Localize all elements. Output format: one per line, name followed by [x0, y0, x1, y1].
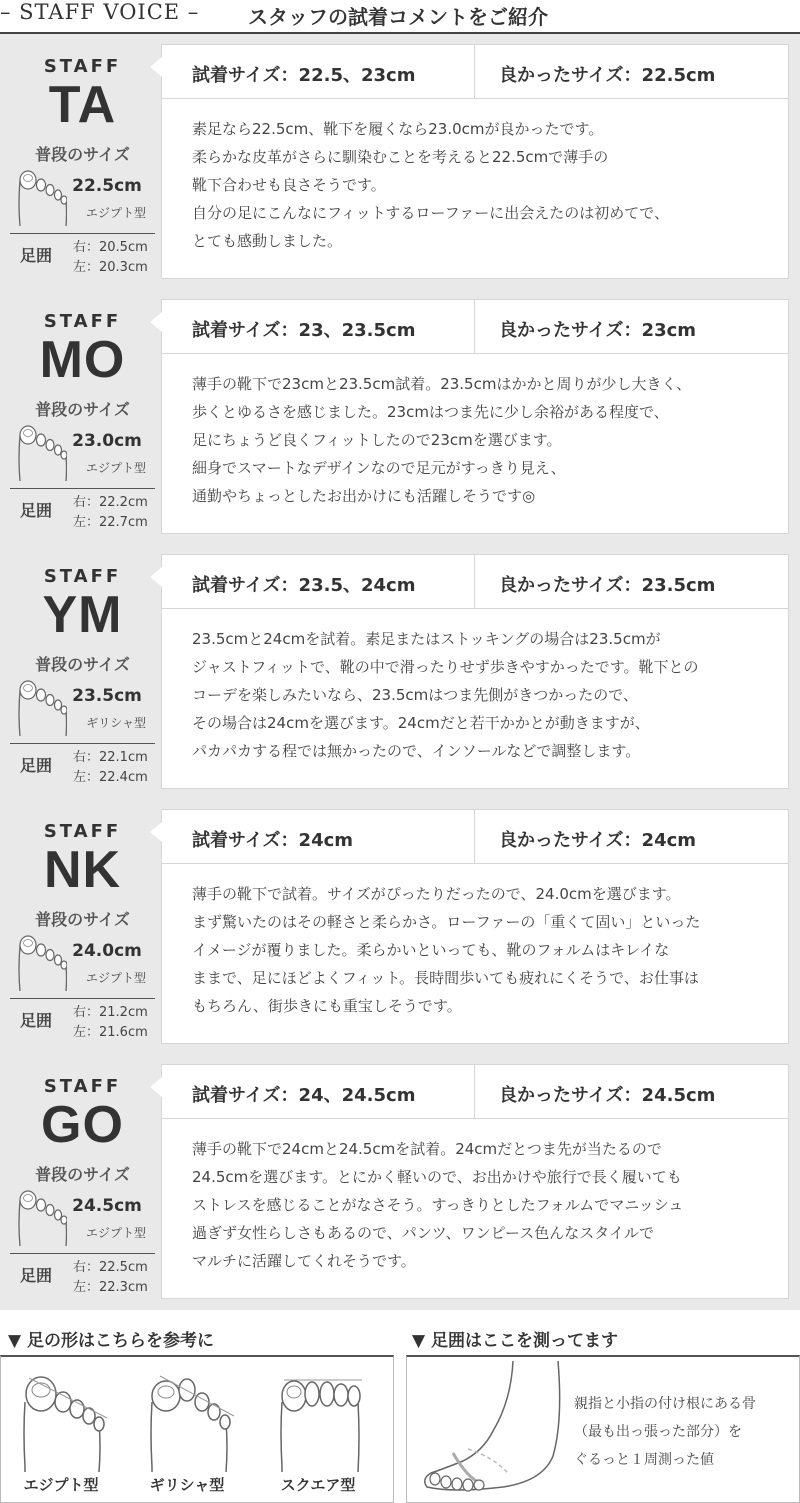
comment-card — [161, 44, 789, 279]
foot-type: エジプト型 — [85, 461, 146, 475]
foot-shape-guide-title: ▼ 足の形はこちらを参考に — [8, 1331, 214, 1351]
comment-line: 薄手の靴下で24cmと24.5cmを試着。24cmだとつま先が当たるので — [192, 1140, 662, 1158]
foot-shape-icon — [17, 170, 67, 228]
usual-size-value: 23.5cm — [72, 686, 142, 706]
header-divider — [474, 300, 475, 354]
girth-left: 左：22.3cm — [73, 1280, 148, 1295]
comment-line: ストレスを感じることがなさそう。すっきりとしたフォルムでマニッシュ — [192, 1196, 684, 1214]
girth-label: 足囲 — [20, 1266, 53, 1285]
comment-card — [161, 809, 789, 1044]
usual-size-label: 普段のサイズ — [35, 1165, 130, 1184]
staff-comment — [192, 880, 777, 1020]
comment-line: パカパカする程では無かったので、インソールなどで調整します。 — [192, 742, 641, 760]
comment-line: ままで、足にほどよくフィット。長時間歩いても疲れにくそうで、お仕事は — [192, 969, 699, 987]
girth-guide-title: ▼ 足囲はここを測ってます — [412, 1331, 618, 1351]
girth-label: 足囲 — [20, 1011, 53, 1030]
divider — [10, 998, 155, 999]
foot-shape-icon — [17, 935, 67, 993]
staff-comment — [192, 370, 777, 510]
comment-line: 細身でスマートなデザインなので足元がすっきり見え、 — [192, 459, 566, 477]
divider — [10, 488, 155, 489]
foot-type: エジプト型 — [85, 206, 146, 220]
comment-line: 自分の足にこんなにフィットするローファーに出会えたのは初めてで、 — [192, 204, 670, 222]
comment-line: もちろん、街歩きにも重宝しそうです。 — [192, 997, 462, 1015]
girth-right: 右：21.2cm — [73, 1005, 148, 1020]
divider — [10, 233, 155, 234]
girth-guide-text — [574, 1390, 794, 1474]
header-title-jp: スタッフの試着コメントをご紹介 — [248, 5, 548, 29]
staff-comment — [192, 625, 777, 765]
girth-left: 左：22.7cm — [73, 515, 148, 530]
staff-label: STAFF — [43, 311, 122, 332]
girth-right: 右：22.5cm — [73, 1260, 148, 1275]
comment-line: 24.5cmを選びます。とにかく軽いので、お出かけや旅行で長く履いても — [192, 1168, 682, 1186]
foot-type: ギリシャ型 — [86, 716, 146, 730]
staff-initials: YM — [42, 586, 123, 644]
usual-size-label: 普段のサイズ — [35, 655, 130, 674]
size-header — [162, 1065, 788, 1119]
staff-block — [0, 34, 800, 274]
speech-notch — [150, 567, 162, 587]
speech-notch — [150, 312, 162, 332]
best-size: 良かったサイズ：23.5cm — [499, 575, 716, 596]
staff-initials: NK — [43, 841, 122, 899]
staff-label: STAFF — [43, 566, 122, 587]
usual-size-label: 普段のサイズ — [35, 400, 130, 419]
girth-right: 右：22.1cm — [73, 750, 148, 765]
staff-initials: MO — [39, 331, 126, 389]
shape-label-egypt: エジプト型 — [23, 1476, 99, 1494]
size-header — [162, 555, 788, 609]
staff-label: STAFF — [43, 821, 122, 842]
comment-line: 素足なら22.5cm、靴下を履くなら23.0cmが良かったです。 — [192, 120, 604, 138]
speech-notch — [150, 1077, 162, 1097]
shape-label-square: スクエア型 — [280, 1476, 356, 1494]
staff-voice-panel — [0, 34, 800, 1310]
usual-size-value: 22.5cm — [72, 176, 142, 196]
comment-line: ジャストフィットで、靴の中で滑ったりせず歩きやすかったです。靴下との — [192, 658, 699, 676]
girth-guide-line: 親指と小指の付け根にある骨 — [574, 1396, 756, 1412]
section-header — [0, 0, 800, 34]
size-header — [162, 810, 788, 864]
best-size: 良かったサイズ：24.5cm — [499, 1085, 716, 1106]
comment-card — [161, 1064, 789, 1299]
speech-notch — [150, 822, 162, 842]
usual-size-label: 普段のサイズ — [35, 145, 130, 164]
girth-guide-line: （最も出っ張った部分）を — [574, 1424, 742, 1440]
comment-line: マルチに活躍してくれそうです。 — [192, 1252, 416, 1270]
comment-line: まず驚いたのはその軽さと柔らかさ。ローファーの「重くて固い」といった — [192, 913, 701, 931]
comment-line: イメージが覆りました。柔らかいといっても、靴のフォルムはキレイな — [192, 941, 670, 959]
comment-line: 靴下合わせも良さそうです。 — [192, 176, 386, 194]
comment-line: 薄手の靴下で23cmと23.5cm試着。23.5cmはかかと周りが少し大きく、 — [192, 375, 692, 393]
tried-size: 試着サイズ：24、24.5cm — [192, 1085, 416, 1106]
size-header — [162, 300, 788, 354]
comment-line: 通勤やちょっとしたお出かけにも活躍しそうです◎ — [192, 487, 536, 505]
staff-block — [0, 1054, 800, 1294]
speech-notch — [150, 57, 162, 77]
comment-line: とても感動しました。 — [192, 232, 343, 250]
girth-left: 左：20.3cm — [73, 260, 148, 275]
comment-line: 23.5cmと24cmを試着。素足またはストッキングの場合は23.5cmが — [192, 630, 661, 648]
divider — [10, 743, 155, 744]
girth-label: 足囲 — [20, 246, 53, 265]
girth-left: 左：21.6cm — [73, 1025, 148, 1040]
comment-line: 薄手の靴下で試着。サイズがぴったりだったので、24.0cmを選びます。 — [192, 885, 681, 903]
staff-block — [0, 544, 800, 784]
comment-line: コーデを楽しみたいなら、23.5cmはつま先側がきつかったので、 — [192, 686, 638, 704]
girth-label: 足囲 — [20, 756, 53, 775]
staff-comment — [192, 1135, 777, 1275]
header-divider — [474, 1065, 475, 1119]
best-size: 良かったサイズ：23cm — [499, 320, 697, 341]
square-foot-icon — [276, 1372, 366, 1477]
usual-size-value: 23.0cm — [72, 431, 142, 451]
girth-left: 左：22.4cm — [73, 770, 148, 785]
girth-right: 右：20.5cm — [73, 240, 148, 255]
usual-size-label: 普段のサイズ — [35, 910, 130, 929]
header-divider — [474, 45, 475, 99]
girth-guide-line: ぐるっと１周測った値 — [574, 1452, 714, 1468]
foot-shape-icon — [17, 680, 67, 738]
girth-label: 足囲 — [20, 501, 53, 520]
comment-line: 足にちょうど良くフィットしたので23cmを選びます。 — [192, 431, 562, 449]
best-size: 良かったサイズ：22.5cm — [499, 65, 716, 86]
header-title-en: – STAFF VOICE – — [0, 0, 200, 24]
divider — [10, 1253, 155, 1254]
foot-type: エジプト型 — [85, 971, 146, 985]
girth-right: 右：22.2cm — [73, 495, 148, 510]
tried-size: 試着サイズ：24cm — [192, 830, 354, 851]
staff-initials: GO — [41, 1096, 124, 1154]
staff-block — [0, 799, 800, 1039]
tried-size: 試着サイズ：22.5、23cm — [192, 65, 416, 86]
tried-size: 試着サイズ：23、23.5cm — [192, 320, 416, 341]
staff-initials: TA — [48, 76, 117, 134]
size-header — [162, 45, 788, 99]
staff-block — [0, 289, 800, 529]
comment-card — [161, 299, 789, 534]
usual-size-value: 24.0cm — [72, 941, 142, 961]
foot-shape-icon — [17, 425, 67, 483]
greek-foot-icon — [146, 1372, 236, 1477]
staff-label: STAFF — [43, 1076, 122, 1097]
egypt-foot-icon — [19, 1372, 109, 1477]
tried-size: 試着サイズ：23.5、24cm — [192, 575, 416, 596]
staff-label: STAFF — [43, 56, 122, 77]
foot-type: エジプト型 — [85, 1226, 146, 1240]
staff-comment — [192, 115, 777, 255]
header-divider — [474, 555, 475, 609]
shape-label-greek: ギリシャ型 — [149, 1476, 225, 1494]
usual-size-value: 24.5cm — [72, 1196, 142, 1216]
comment-line: 過ぎず女性らしさもあるので、パンツ、ワンピース色んなスタイルで — [192, 1224, 655, 1242]
header-divider — [474, 810, 475, 864]
comment-line: 歩くとゆるさを感じました。23cmはつま先に少し余裕がある程度で、 — [192, 403, 669, 421]
foot-side-icon — [413, 1361, 573, 1501]
comment-line: 柔らかな皮革がさらに馴染むことを考えると22.5cmで薄手の — [192, 148, 609, 166]
comment-line: その場合は24cmを選びます。24cmだと若干かかとが動きますが、 — [192, 714, 650, 732]
comment-card — [161, 554, 789, 789]
best-size: 良かったサイズ：24cm — [499, 830, 697, 851]
foot-shape-icon — [17, 1190, 67, 1248]
